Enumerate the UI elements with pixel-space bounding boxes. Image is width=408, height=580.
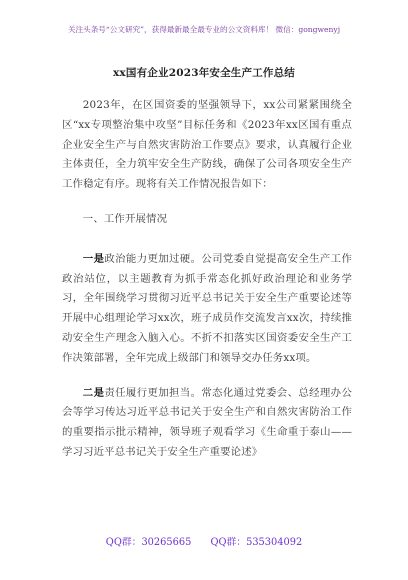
paragraph-one-text: 政治能力更加过硬。公司党委自觉提高安全生产工作政治站位，以主题教育为抓手常态化抓好政治理论和业务学习，全年围绕学习贯彻习近平总书记关于安全生产重要论述等开展中心组理论学习xx次，班子成员作交流发言xx次，持续推动安全生产理念入脑入心。不折不扣落实区国资委安全生产工作决策部署，全年完成上级部门和领导交办任务xx项。 bbox=[62, 252, 352, 364]
footer-qq-group-2: QQ群：535304092 bbox=[210, 537, 303, 548]
top-banner: 关注头条号“公文研究”，获得最新最全最专业的公文资料库！ 微信：gongwenyj bbox=[67, 25, 341, 34]
paragraph-two-lead: 二是 bbox=[82, 386, 105, 399]
footer bbox=[0, 534, 408, 548]
document-title: xx国有企业2023年安全生产工作总结 bbox=[112, 67, 296, 79]
paragraph-two-text: 责任履行更加担当。常态化通过党委会、总经理办公会等学习传达习近平总书记关于安全生产和自然灾害防治工作的重要指示批示精神，领导班子观看学习《生命重于泰山——学习习近平总书记关于安全生产重要论述》 bbox=[62, 386, 352, 458]
section-heading: 一、工作开展情况 bbox=[82, 212, 168, 225]
intro-paragraph: 2023年，在区国资委的坚强领导下，xx公司紧紧围绕全区“xx专项整治集中攻坚”目标任务和《2023年xx区国有重点企业安全生产与自然灾害防治工作要点》要求，认真履行企业主体责任，全力筑牢安全生产防线，确保了公司各项安全生产工作稳定有序。现将有关工作情况报告如下： bbox=[62, 99, 352, 191]
paragraph-one bbox=[62, 250, 352, 369]
footer-qq-group-1: QQ群：30265665 bbox=[105, 537, 192, 548]
document-body bbox=[62, 96, 352, 463]
paragraph-two bbox=[62, 384, 352, 463]
paragraph-one-lead: 一是 bbox=[82, 252, 105, 265]
